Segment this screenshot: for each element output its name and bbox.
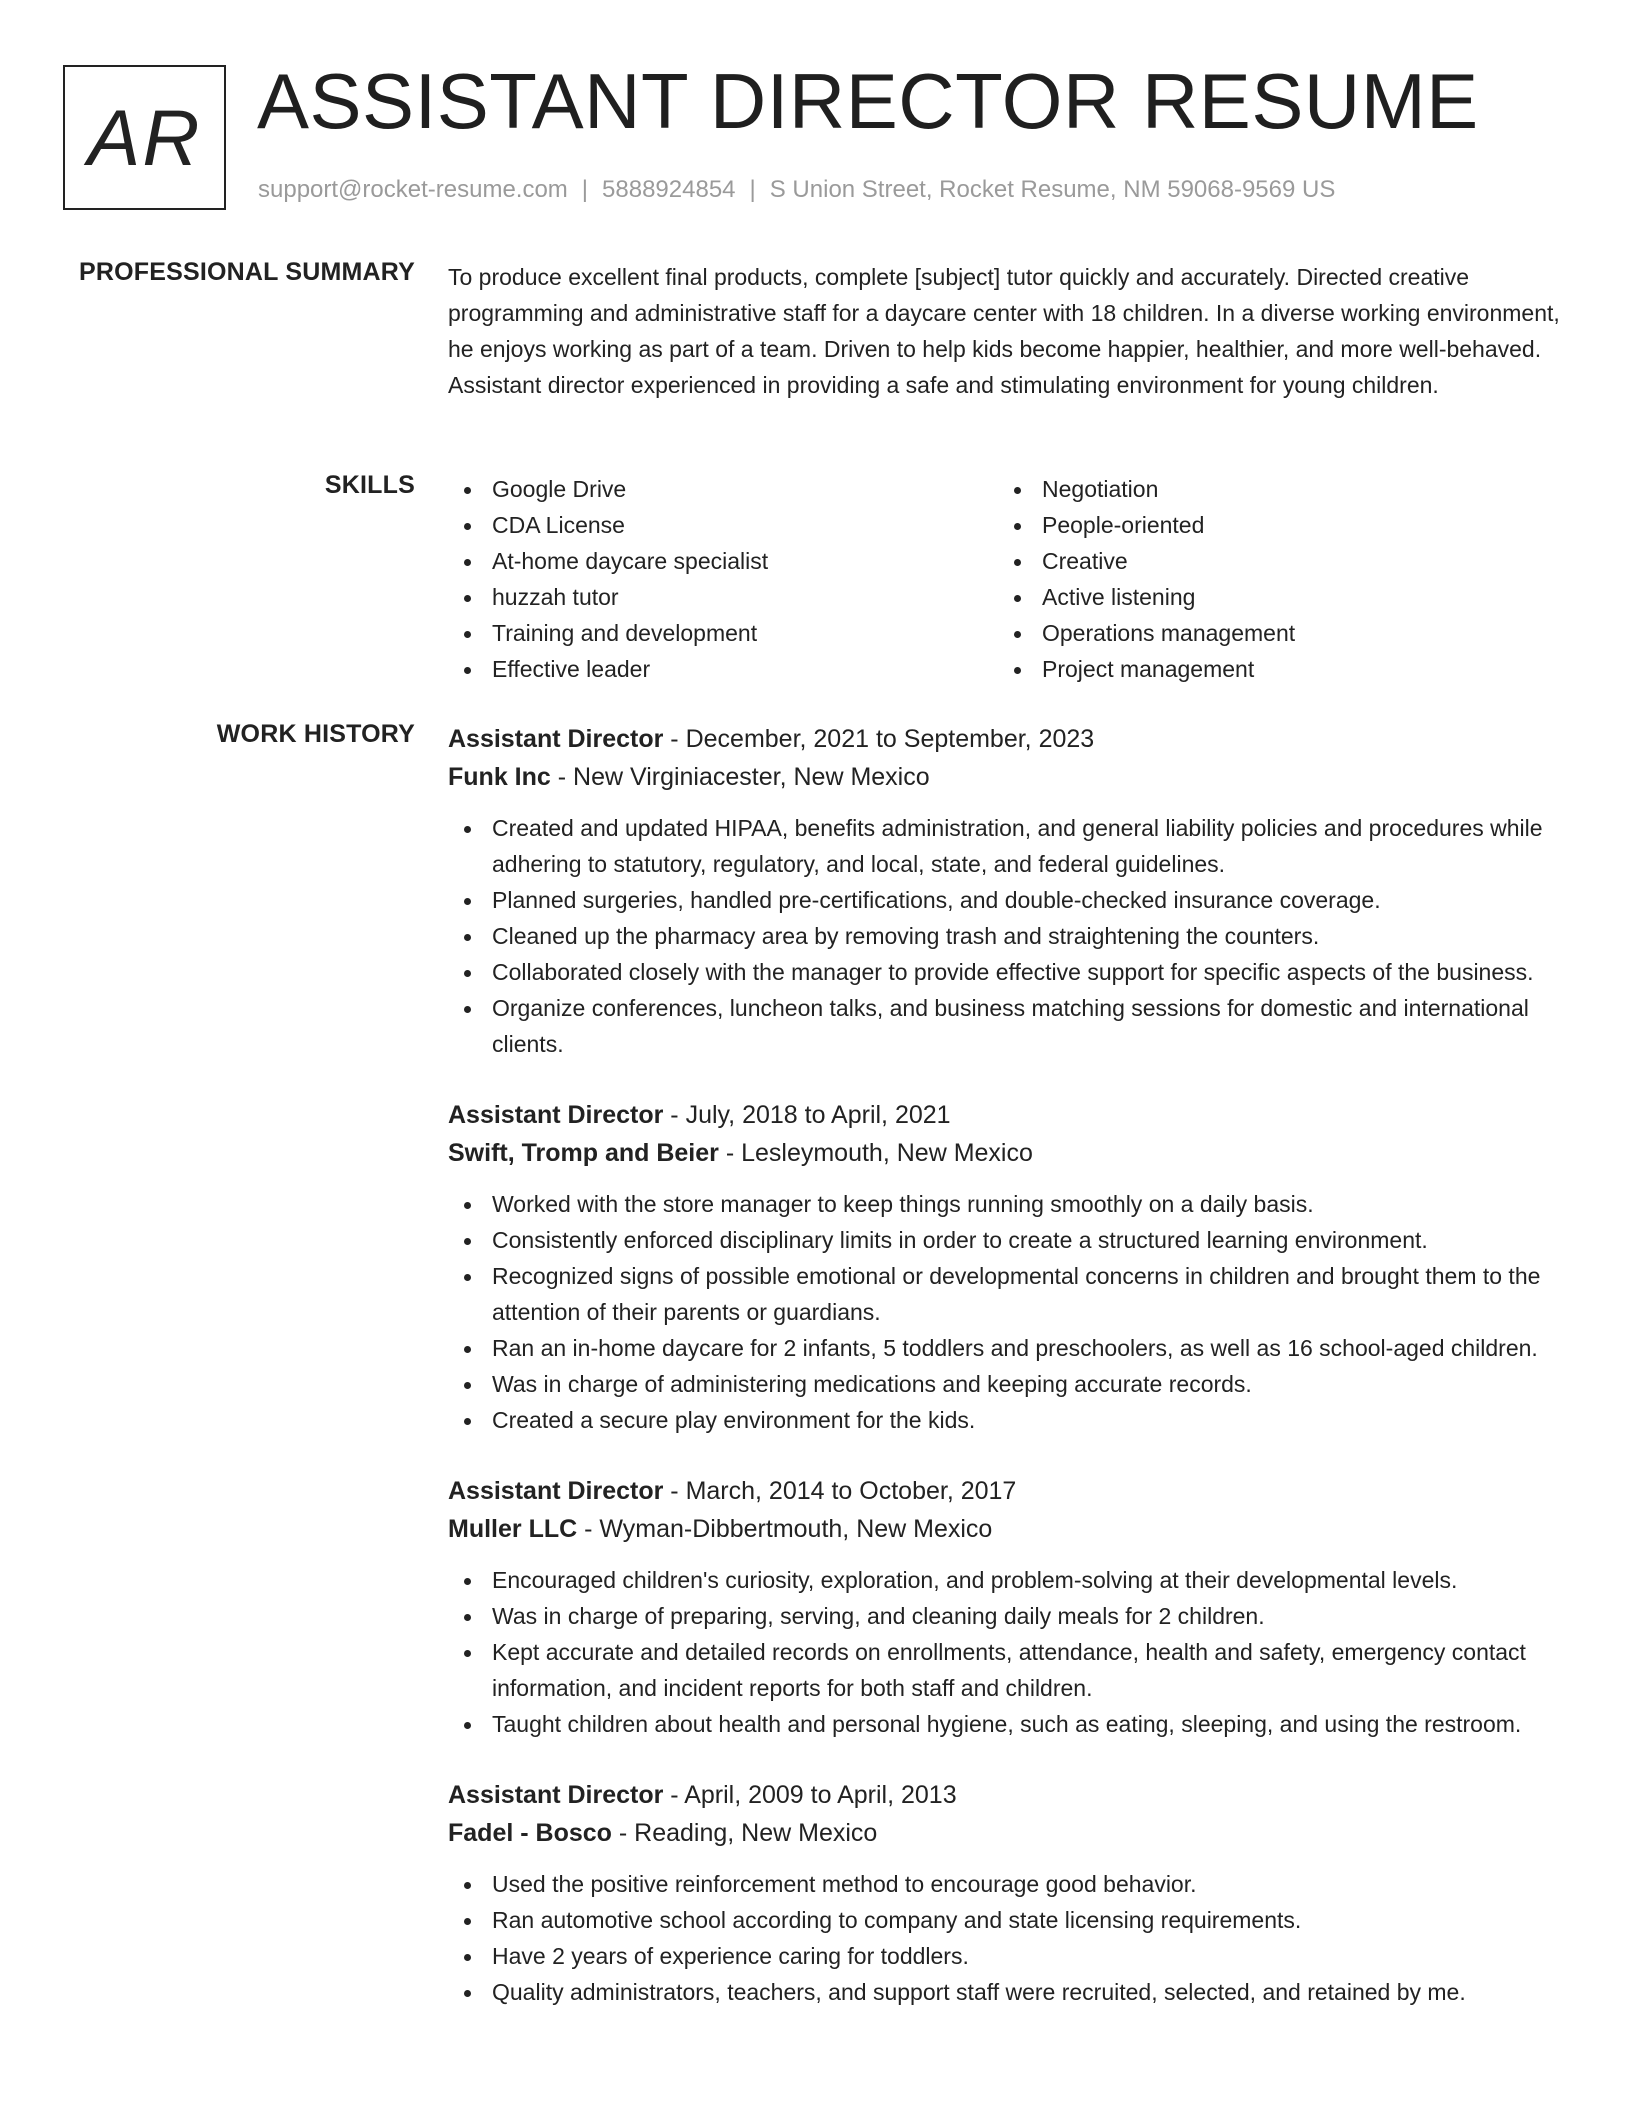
skill-item: huzzah tutor xyxy=(448,579,998,615)
skill-item: At-home daycare specialist xyxy=(448,543,998,579)
skills-heading: SKILLS xyxy=(324,471,415,499)
job-dates: - April, 2009 to April, 2013 xyxy=(663,1781,957,1809)
job-title: Assistant Director xyxy=(448,1781,664,1809)
job-location: - New Virginiacester, New Mexico xyxy=(550,763,930,791)
job-bullet: Recognized signs of possible emotional or developmental concerns in children and brought them to the attention of their parents or guardians. xyxy=(448,1258,1568,1330)
job-bullets xyxy=(448,1866,1568,2010)
contact-line xyxy=(258,176,1335,204)
skill-item: People-oriented xyxy=(998,507,1548,543)
contact-separator: | xyxy=(749,176,756,203)
skill-item: Operations management xyxy=(998,615,1548,651)
resume-title: ASSISTANT DIRECTOR RESUME xyxy=(257,57,1479,145)
job-title-line xyxy=(448,720,1568,758)
skill-item: Negotiation xyxy=(998,471,1548,507)
skill-item: Project management xyxy=(998,651,1548,687)
contact-separator: | xyxy=(581,176,589,203)
job-entry xyxy=(448,720,1568,1062)
job-title: Assistant Director xyxy=(448,1477,664,1505)
skill-item: Effective leader xyxy=(448,651,998,687)
job-company-line xyxy=(448,758,1568,796)
job-bullet: Ran automotive school according to company and state licensing requirements. xyxy=(448,1902,1568,1938)
job-title-line xyxy=(448,1472,1568,1510)
job-bullet: Have 2 years of experience caring for toddlers. xyxy=(448,1938,1568,1974)
job-entry xyxy=(448,1096,1568,1438)
summary-heading: PROFESSIONAL SUMMARY xyxy=(79,258,415,286)
job-company: Muller LLC xyxy=(448,1515,578,1543)
job-company-line xyxy=(448,1814,1568,1852)
job-bullet: Created and updated HIPAA, benefits administration, and general liability policies and procedures while adhering to statutory, regulatory, and local, state, and federal guidelines. xyxy=(448,810,1568,882)
initials-monogram: AR xyxy=(63,65,226,210)
skill-item: Creative xyxy=(998,543,1548,579)
job-company: Funk Inc xyxy=(448,763,551,791)
skill-item: Google Drive xyxy=(448,471,998,507)
job-bullet: Kept accurate and detailed records on enrollments, attendance, health and safety, emergency contact information, and incident reports for both staff and children. xyxy=(448,1634,1568,1706)
job-company: Fadel - Bosco xyxy=(448,1819,612,1847)
job-bullets xyxy=(448,810,1568,1062)
job-bullet: Cleaned up the pharmacy area by removing trash and straightening the counters. xyxy=(448,918,1568,954)
job-bullet: Worked with the store manager to keep things running smoothly on a daily basis. xyxy=(448,1186,1568,1222)
job-bullet: Was in charge of preparing, serving, and cleaning daily meals for 2 children. xyxy=(448,1598,1568,1634)
job-title-line xyxy=(448,1776,1568,1814)
job-bullet: Was in charge of administering medications and keeping accurate records. xyxy=(448,1366,1568,1402)
job-company-line xyxy=(448,1510,1568,1548)
job-bullet: Organize conferences, luncheon talks, and business matching sessions for domestic and international clients. xyxy=(448,990,1568,1062)
contact-email: support@rocket-resume.com xyxy=(258,176,568,203)
contact-phone: 5888924854 xyxy=(602,176,736,203)
job-bullet: Used the positive reinforcement method to encourage good behavior. xyxy=(448,1866,1568,1902)
job-bullets xyxy=(448,1186,1568,1438)
skills-list-right xyxy=(998,471,1548,687)
job-title-line xyxy=(448,1096,1568,1134)
job-bullet: Created a secure play environment for the kids. xyxy=(448,1402,1568,1438)
job-location: - Wyman-Dibbertmouth, New Mexico xyxy=(577,1515,993,1543)
skill-item: CDA License xyxy=(448,507,998,543)
job-bullet: Planned surgeries, handled pre-certifications, and double-checked insurance coverage. xyxy=(448,882,1568,918)
job-dates: - December, 2021 to September, 2023 xyxy=(663,725,1095,753)
job-title: Assistant Director xyxy=(448,1101,664,1129)
job-location: - Reading, New Mexico xyxy=(611,1819,878,1847)
job-bullet: Encouraged children's curiosity, exploration, and problem-solving at their developmental levels. xyxy=(448,1562,1568,1598)
skill-item: Training and development xyxy=(448,615,998,651)
job-title: Assistant Director xyxy=(448,725,664,753)
job-company-line xyxy=(448,1134,1568,1172)
work-history-heading: WORK HISTORY xyxy=(216,720,415,748)
summary-text: To produce excellent final products, complete [subject] tutor quickly and accurately. Directed creative programming and administrative staff for a daycare center with 18 children. In a diverse working environment, he enjoys working as part of a team. Driven to help kids become happier, healthier, and more well-behaved. Assistant director experienced in providing a safe and stimulating environment for young children. xyxy=(448,264,1560,398)
job-bullet: Collaborated closely with the manager to provide effective support for specific aspects of the business. xyxy=(448,954,1568,990)
job-entry xyxy=(448,1472,1568,1742)
job-dates: - March, 2014 to October, 2017 xyxy=(663,1477,1017,1505)
job-bullets xyxy=(448,1562,1568,1742)
job-company: Swift, Tromp and Beier xyxy=(448,1139,719,1167)
job-entry xyxy=(448,1776,1568,2010)
job-bullet: Ran an in-home daycare for 2 infants, 5 toddlers and preschoolers, as well as 16 school-aged children. xyxy=(448,1330,1568,1366)
skill-item: Active listening xyxy=(998,579,1548,615)
job-bullet: Quality administrators, teachers, and support staff were recruited, selected, and retained by me. xyxy=(448,1974,1568,2010)
contact-address: S Union Street, Rocket Resume, NM 59068-9569 US xyxy=(769,176,1336,203)
job-dates: - July, 2018 to April, 2021 xyxy=(663,1101,951,1129)
job-bullet: Consistently enforced disciplinary limits in order to create a structured learning environment. xyxy=(448,1222,1568,1258)
job-location: - Lesleymouth, New Mexico xyxy=(718,1139,1033,1167)
skills-list-left xyxy=(448,471,998,687)
job-bullet: Taught children about health and personal hygiene, such as eating, sleeping, and using the restroom. xyxy=(448,1706,1568,1742)
